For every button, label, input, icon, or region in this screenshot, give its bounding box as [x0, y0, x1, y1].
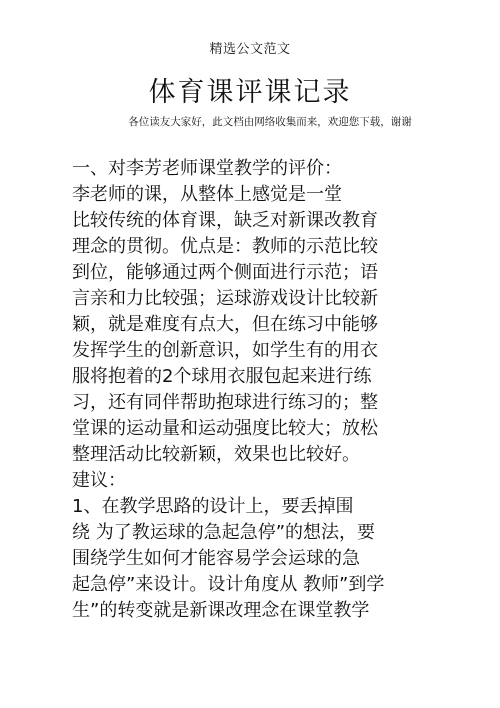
text-line: 习，还有同伴帮助抱球进行练习的；整: [72, 392, 378, 413]
text-line: 1、在教学思路的设计上，要丢掉围: [72, 496, 354, 517]
text-line: 言亲和力比较强；运球游戏设计比较新: [72, 288, 378, 309]
text-line: 一、对李芳老师课堂教学的评价：: [72, 158, 342, 179]
text-line: 堂课的运动量和运动强度比较大；放松: [72, 418, 378, 439]
text-line: 整理活动比较新颖，效果也比较好。: [72, 444, 360, 465]
text-line: 发挥学生的创新意识，如学生有的用衣: [72, 340, 378, 361]
text-line: 绕 为了教运球的急起急停”的想法，要: [72, 522, 376, 543]
text-line: 李老师的课，从整体上感觉是一堂: [72, 184, 342, 205]
text-line: 颖，就是难度有点大，但在练习中能够: [72, 314, 378, 335]
text-line: 围绕学生如何才能容易学会运球的急: [72, 548, 360, 569]
text-line: 服将抱着的2个球用衣服包起来进行练: [72, 366, 372, 387]
body-text: [72, 156, 432, 624]
document-title: 体育课评课记录: [148, 77, 352, 108]
text-line: 比较传统的体育课，缺乏对新课改教育: [72, 210, 378, 231]
text-line: 理念的贯彻。优点是：教师的示范比较: [72, 236, 378, 257]
text-line: 建议：: [72, 470, 126, 491]
text-line: 起急停”来设计。设计角度从 教师”到学: [72, 574, 385, 595]
text-line: 到位，能够通过两个侧面进行示范；语: [72, 262, 378, 283]
text-line: 生”的转变就是新课改理念在课堂教学: [72, 600, 370, 621]
download-notice: 各位读友大家好，此文档由网络收集而来，欢迎您下载，谢谢: [128, 116, 412, 128]
header-label: 精选公文范文: [209, 42, 291, 57]
